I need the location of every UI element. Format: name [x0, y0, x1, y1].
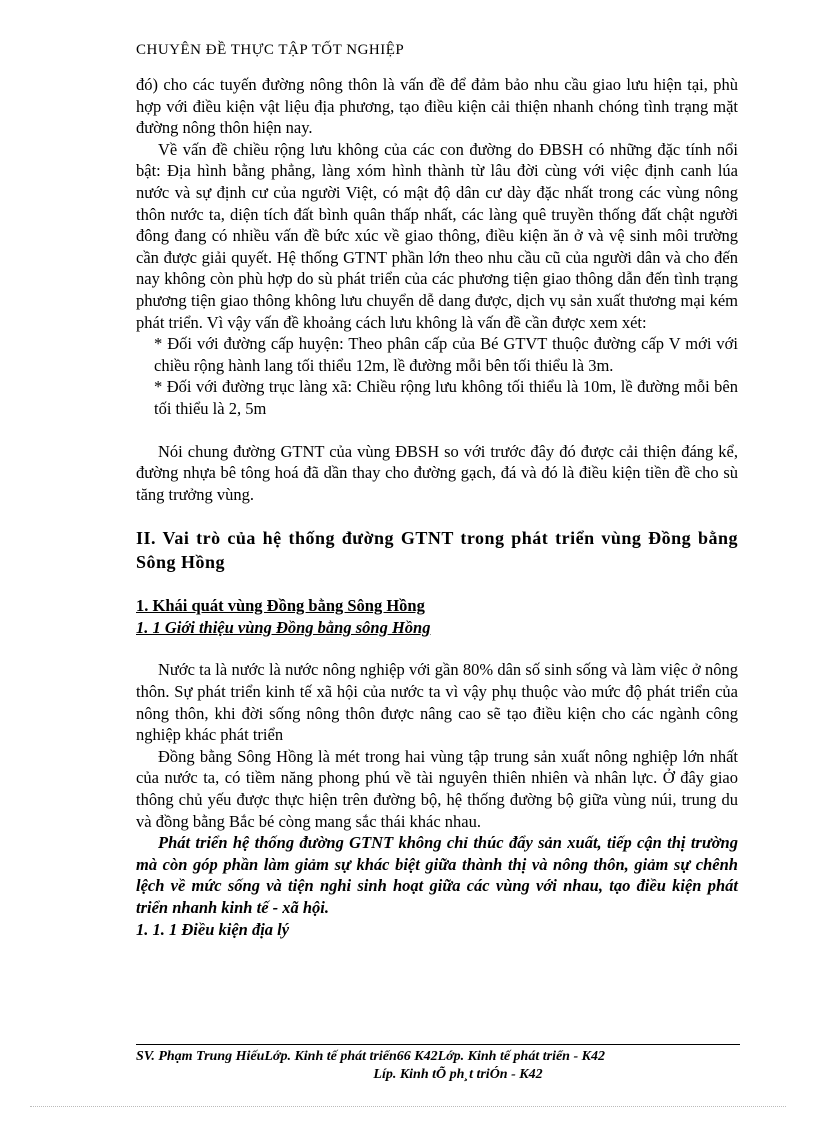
spacer: [136, 420, 738, 441]
paragraph: đó) cho các tuyến đường nông thôn là vấn đề để đảm bảo nhu cầu giao lưu hiện tại, phù hợp với điều kiện vật liệu địa phương, tạo điều kiện cải thiện nhanh chóng tình trạng mặt đường nông thôn hiện nay.: [136, 75, 738, 138]
emphasis-paragraph: Phát triển hệ thống đường GTNT không chỉ thúc đẩy sản xuất, tiếp cận thị trường mà còn góp phần làm giảm sự khác biệt giữa thành thị và nông thôn, giảm sự chênh lệch về mức sống và tiện nghi sinh hoạt giữa các vùng với nhau, tạo điều kiện phát triển nhanh kinh tế - xã hội.: [136, 833, 738, 917]
spacer: [136, 574, 738, 595]
bullet-item: * Đối với đường trục làng xã: Chiều rộng lưu không tối thiểu là 10m, lề đường mỗi bên tối thiểu là 2, 5m: [154, 377, 738, 418]
page-header: CHUYÊN ĐỀ THỰC TẬP TỐT NGHIỆP: [136, 42, 405, 58]
page-edge-divider: [30, 1106, 786, 1107]
footer-divider: [136, 1044, 740, 1045]
section-heading: II. Vai trò của hệ thống đường GTNT trong phát triển vùng Đồng bằng Sông Hồng: [136, 528, 738, 573]
subsection-heading: 1. Khái quát vùng Đồng bằng Sông Hồng: [136, 596, 425, 616]
bullet-item: * Đối với đường cấp huyện: Theo phân cấp của Bé GTVT thuộc đường cấp V mới với chiều rộng hành lang tối thiểu 12m, lề đường mỗi bên tối thiểu là 3m.: [154, 334, 738, 375]
footer-line: Líp. Kinh tÕ ph¸t triÓn - K42: [373, 1067, 543, 1082]
paragraph: Nước ta là nước là nước nông nghiệp với gần 80% dân số sinh sống và làm việc ở nông thôn. Sự phát triển kinh tế xã hội của nước ta vì vậy phụ thuộc vào mức độ phát triển của nông thôn, khi đời sống nông thôn được nâng cao sẽ tạo điều kiện cho các ngành công nghiệp khác phát triển: [136, 660, 738, 745]
spacer: [136, 505, 738, 526]
paragraph: Về vấn đề chiều rộng lưu không của các con đường do ĐBSH có những đặc tính nổi bật: Địa hình bằng phẳng, làng xóm hình thành từ lâu đời cùng với việc định canh lúa nước và sự định cư của người Việt, có mật độ dân cư dày đặc nhất trong các vùng nông thôn nước ta, diện tích đất bình quân thấp nhất, các làng quê truyền thống đất chật người đông đang có nhiều vấn đề bức xúc về giao thông, điều kiện ăn ở và vệ sinh môi trường cần được giải quyết. Hệ thống GTNT phần lớn theo nhu cầu cũ của người dân và cho đến nay không còn phù hợp do sù phát triển của các phương tiện giao thông dẫn đến tình trạng phương tiện giao thông không lưu chuyển dễ dang được, dịch vụ sản xuất thương mại kém phát triển. Vì vậy vấn đề khoảng cách lưu không là vấn đề cần được xem xét:: [136, 139, 738, 332]
subsection-title: 1. 1. 1 Điều kiện địa lý: [136, 919, 290, 939]
spacer: [136, 638, 738, 659]
footer-line: SV. Phạm Trung HiếuLớp. Kinh tế phát triển66 K42Lớp. Kinh tế phát triển - K42: [136, 1049, 605, 1064]
paragraph: Đồng bằng Sông Hồng là mét trong hai vùng tập trung sản xuất nông nghiệp lớn nhất của nước ta, có tiềm năng phong phú về tài nguyên thiên nhiên và nhân lực. Ở đây giao thông chủ yếu được thực hiện trên đường bộ, hệ thống đường bộ giữa vùng núi, trung du và đồng bằng Bắc bé còng mang sắc thái khác nhau.: [136, 746, 738, 831]
page-content: [136, 74, 738, 940]
paragraph: Nói chung đường GTNT của vùng ĐBSH so với trước đây đó được cải thiện đáng kể, đường nhựa bê tông hoá đã dần thay cho đường gạch, đá và đó là điều kiện tiền đề cho sù tăng trưởng vùng.: [136, 441, 738, 504]
subsubsection-heading: 1. 1 Giới thiệu vùng Đồng bằng sông Hồng: [136, 617, 431, 637]
page-footer: [136, 1048, 740, 1084]
